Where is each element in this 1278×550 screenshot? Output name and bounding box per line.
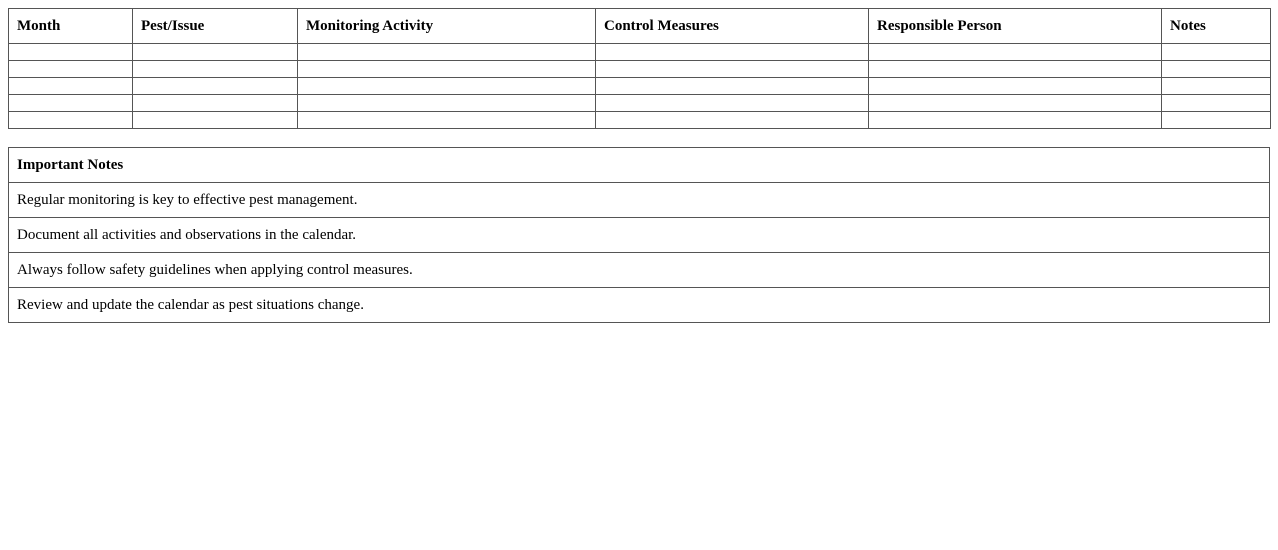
column-header-control-measures: Control Measures [596, 9, 869, 44]
table-cell[interactable] [596, 95, 869, 112]
table-row [9, 61, 1271, 78]
notes-header-row [9, 148, 1270, 183]
table-cell[interactable] [133, 61, 298, 78]
table-cell[interactable] [596, 61, 869, 78]
important-notes-table [8, 147, 1270, 323]
table-cell[interactable] [1162, 95, 1271, 112]
table-cell[interactable] [1162, 112, 1271, 129]
table-cell[interactable] [9, 112, 133, 129]
note-row [9, 288, 1270, 323]
table-cell[interactable] [9, 78, 133, 95]
note-item: Document all activities and observations in the calendar. [9, 218, 1270, 253]
note-item: Review and update the calendar as pest situations change. [9, 288, 1270, 323]
column-header-notes: Notes [1162, 9, 1271, 44]
table-cell[interactable] [298, 44, 596, 61]
table-row [9, 112, 1271, 129]
note-row [9, 253, 1270, 288]
pest-calendar-table [8, 8, 1271, 129]
table-cell[interactable] [1162, 44, 1271, 61]
note-item: Regular monitoring is key to effective pest management. [9, 183, 1270, 218]
table-cell[interactable] [298, 95, 596, 112]
table-row [9, 78, 1271, 95]
table-cell[interactable] [1162, 78, 1271, 95]
table-cell[interactable] [869, 95, 1162, 112]
note-row [9, 218, 1270, 253]
table-cell[interactable] [9, 44, 133, 61]
important-notes-title: Important Notes [9, 148, 1270, 183]
table-cell[interactable] [869, 78, 1162, 95]
note-item: Always follow safety guidelines when applying control measures. [9, 253, 1270, 288]
table-row [9, 44, 1271, 61]
table-cell[interactable] [869, 61, 1162, 78]
table-cell[interactable] [596, 78, 869, 95]
table-header-row [9, 9, 1271, 44]
column-header-month: Month [9, 9, 133, 44]
table-cell[interactable] [596, 112, 869, 129]
table-cell[interactable] [298, 112, 596, 129]
table-cell[interactable] [298, 61, 596, 78]
table-cell[interactable] [133, 78, 298, 95]
table-cell[interactable] [596, 44, 869, 61]
table-cell[interactable] [869, 44, 1162, 61]
column-header-responsible-person: Responsible Person [869, 9, 1162, 44]
table-cell[interactable] [133, 112, 298, 129]
table-cell[interactable] [1162, 61, 1271, 78]
table-row [9, 95, 1271, 112]
column-header-monitoring-activity: Monitoring Activity [298, 9, 596, 44]
table-cell[interactable] [869, 112, 1162, 129]
table-cell[interactable] [9, 61, 133, 78]
table-cell[interactable] [298, 78, 596, 95]
table-cell[interactable] [9, 95, 133, 112]
table-cell[interactable] [133, 95, 298, 112]
table-cell[interactable] [133, 44, 298, 61]
note-row [9, 183, 1270, 218]
column-header-pest-issue: Pest/Issue [133, 9, 298, 44]
